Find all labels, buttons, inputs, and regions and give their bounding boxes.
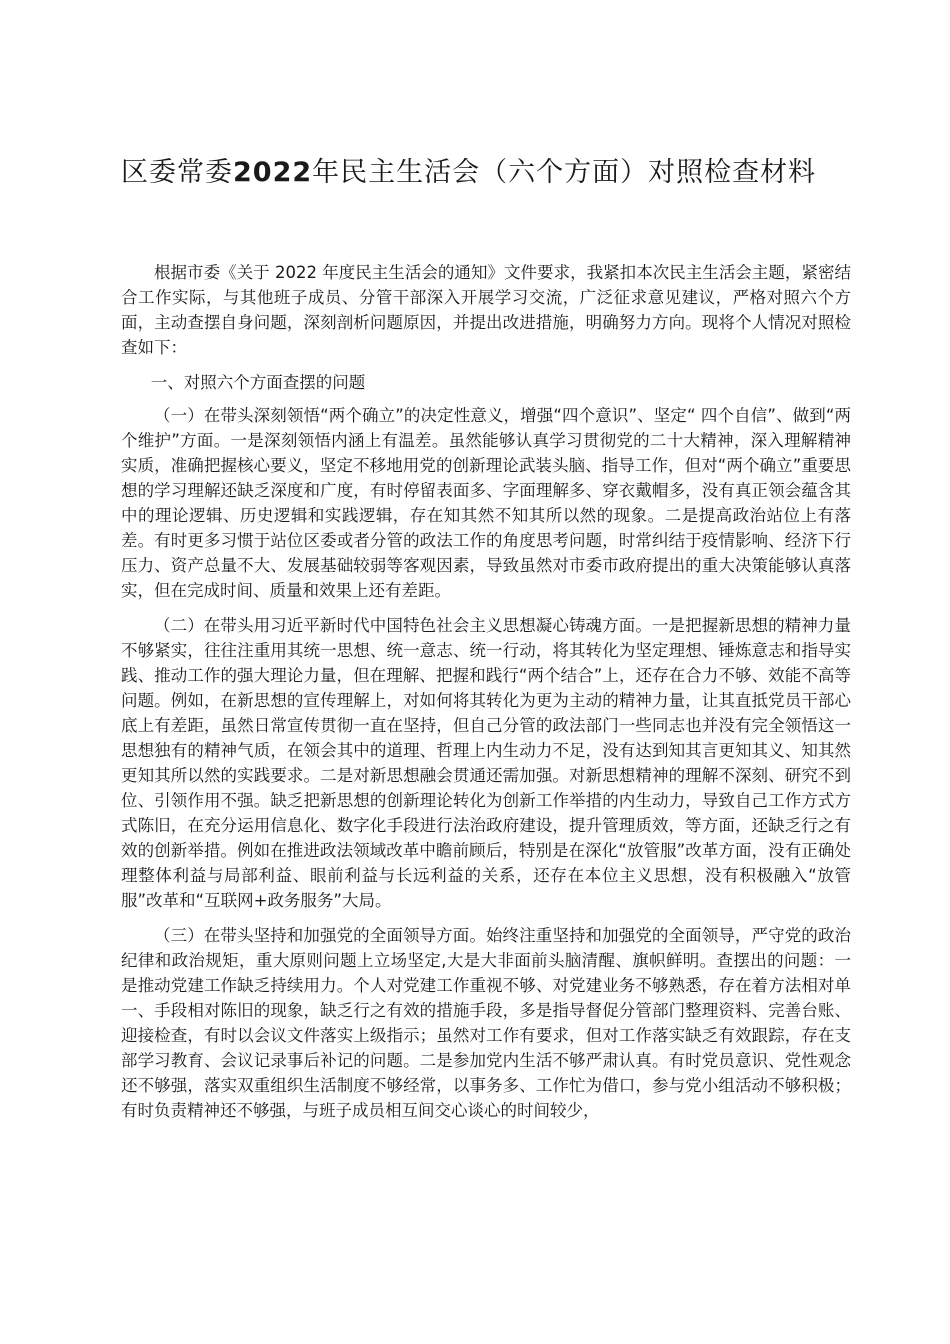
- body-paragraph: （二）在带头用习近平新时代中国特色社会主义思想凝心铸魂方面。一是把握新思想的精神力量不够紧实，往往注重用其统一思想、统一意志、统一行动，将其转化为坚定理想、锤炼意志和指导实践、推动工作的强大理论力量，但在理解、把握和践行“两个结合”上，还存在合力不够、效能不高等问题。例如，在新思想的宣传理解上，对如何将其转化为更为主动的精神力量，让其直抵党员干部心底上有差距，虽然日常宣传贯彻一直在坚持，但自己分管的政法部门一些同志也并没有完全领悟这一思想独有的精神气质，在领会其中的道理、哲理上内生动力不足，没有达到知其言更知其义、知其然更知其所以然的实践要求。二是对新思想融会贯通还需加强。对新思想精神的理解不深刻、研究不到位、引领作用不强。缺乏把新思想的创新理论转化为创新工作举措的内生动力，导致自己工作方式方式陈旧，在充分运用信息化、数字化手段进行法治政府建设，提升管理质效，等方面，还缺乏行之有效的创新举措。例如在推进政法领域改革中瞻前顾后，特别是在深化“放管服”改革方面，没有正确处理整体利益与局部利益、眼前利益与长远利益的关系，还存在本位主义思想，没有积极融入“放管服”改革和“互联网+政务服务”大局。: [121, 616, 851, 910]
- title-suffix: 年民主生活会（六个方面）对照检查材料: [312, 157, 817, 188]
- intro-paragraph: 根据市委《关于 2022 年度民主生活会的通知》文件要求，我紧扣本次民主生活会主题，紧密结合工作实际，与其他班子成员、分管干部深入开展学习交流，广泛征求意见建议，严格对照六个方面，主动查摆自身问题，深刻剖析问题原因，并提出改进措施，明确努力方向。现将个人情况对照检查如下：: [121, 263, 851, 357]
- body-paragraph: （三）在带头坚持和加强党的全面领导方面。始终注重坚持和加强党的全面领导，严守党的政治纪律和政治规矩，重大原则问题上立场坚定,大是大非面前头脑清醒、旗帜鲜明。查摆出的问题：一是推动党建工作缺乏持续用力。个人对党建工作重视不够、对党建业务不够熟悉，存在着方法相对单一、手段相对陈旧的现象，缺乏行之有效的措施手段，多是指导督促分管部门整理资料、完善台账、迎接检查，有时以会议文件落实上级指示；虽然对工作有要求，但对工作落实缺乏有效跟踪，存在支部学习教育、会议记录事后补记的问题。二是参加党内生活不够严肃认真。有时党员意识、党性观念还不够强，落实双重组织生活制度不够经常，以事务多、工作忙为借口，参与党小组活动不够积极；有时负责精神还不够强，与班子成员相互间交心谈心的时间较少，: [121, 926, 851, 1120]
- section-heading: 一、对照六个方面查摆的问题: [150, 373, 366, 392]
- body-paragraph: （一）在带头深刻领悟“两个确立”的决定性意义，增强“四个意识”、坚定“ 四个自信”、做到“两个维护”方面。一是深刻领悟内涵上有温差。虽然能够认真学习贯彻党的二十大精神，深入理解精神实质，准确把握核心要义，坚定不移地用党的创新理论武装头脑、指导工作，但对“两个确立”重要思想的学习理解还缺乏深度和广度，有时停留表面多、字面理解多、穿衣戴帽多，没有真正领会蕴含其中的理论逻辑、历史逻辑和实践逻辑，存在知其然不知其所以然的现象。二是提高政治站位上有落差。有时更多习惯于站位区委或者分管的政法工作的角度思考问题，时常纠结于疫情影响、经济下行压力、资产总量不大、发展基础较弱等客观因素，导致虽然对市委市政府提出的重大决策能够认真落实，但在完成时间、质量和效果上还有差距。: [121, 406, 851, 600]
- title-year: 2022: [233, 157, 313, 188]
- document-body: [121, 260, 851, 1133]
- document-title: [121, 146, 841, 200]
- title-prefix: 区委常委: [121, 157, 233, 188]
